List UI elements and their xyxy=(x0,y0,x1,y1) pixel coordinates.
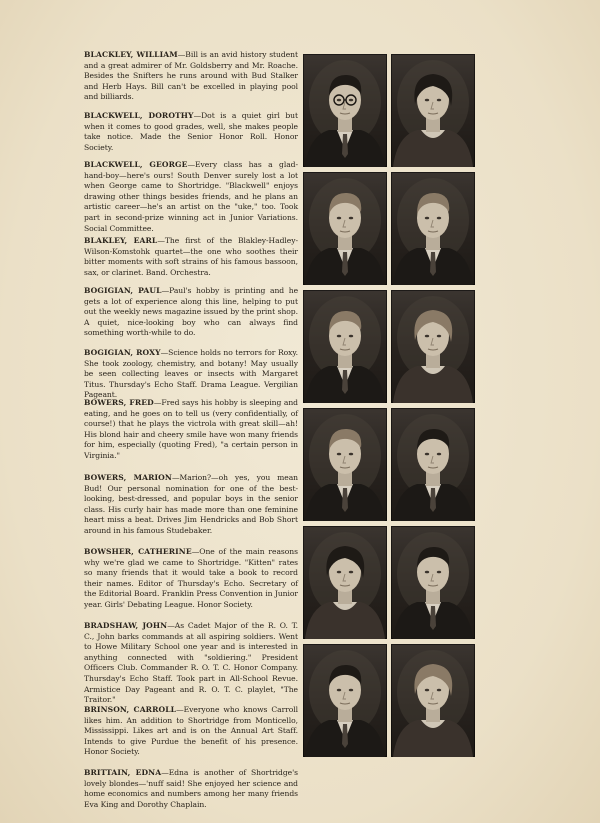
entry-text: —The first of the Blakley-Hadley-Wilson-Komstohk quartet—the one who soothes their bitter moments with soft strains of his famous bassoon, sax, or clarinet. Band. Orchestra. xyxy=(84,236,298,277)
entry-bowers-marion xyxy=(84,473,298,537)
entry-name: BOGIGIAN, ROXY xyxy=(84,348,161,357)
portrait-blackwell-dorothy xyxy=(391,54,475,167)
entry-brinson-carroll xyxy=(84,705,298,758)
entry-name: BLACKLEY, WILLIAM xyxy=(84,50,178,59)
entry-name: BRINSON, CARROLL xyxy=(84,705,177,714)
entry-blackwell-dorothy xyxy=(84,111,298,153)
entry-name: BLACKWELL, DOROTHY xyxy=(84,111,194,120)
portrait-blakley-earl xyxy=(391,172,475,285)
entry-name: BOWSHER, CATHERINE xyxy=(84,547,192,556)
entry-text: —One of the main reasons why we're glad we came to Shortridge. "Kitten" rates so many friends that it would take a book to record their names. Editor of Thursday's Echo. Secretary of the Editorial Board. Franklin Press Convention in Junior year. Girls' Debating League. Honor Society. xyxy=(84,547,298,609)
entry-text: —Science holds no terrors for Roxy. She took zoology, chemistry, and botany! May usually be seen collecting leaves or insects with Margaret Titus. Thursday's Echo Staff. Drama League. Vergilian Pageant. xyxy=(84,348,298,400)
portrait-bowers-marion xyxy=(391,408,475,521)
entry-name: BRITTAIN, EDNA xyxy=(84,768,162,777)
entry-blackley-william xyxy=(84,50,298,103)
portrait-bogigian-paul xyxy=(303,290,387,403)
entry-text: —Marion?—oh yes, you mean Bud! Our personal nomination for one of the best-looking, best-dressed, and popular boys in the senior class. His curly hair has made more than one feminine heart miss a beat. Drives Jim Hendricks and Bob Short around in his famous Studebaker. xyxy=(84,473,299,535)
entry-text: —Edna is another of Shortridge's lovely blondes—'nuff said! She enjoyed her science and home economics and numbers among her many friends Eva King and Dorothy Chaplain. xyxy=(84,768,298,809)
entry-bradshaw-john xyxy=(84,621,298,706)
entry-text: —Every class has a glad-hand-boy—here's ours! South Denver surely lost a lot when George came to Shortridge. "Blackwell" enjoys drawing other things besides friends, and he plans an artistic career—he's an artist on the "uke," too. Took part in second-prize winning act in Junior Variations. Social Committee. xyxy=(84,160,299,233)
entry-brittain-edna xyxy=(84,768,298,810)
portrait-brittain-edna xyxy=(391,644,475,757)
entry-text: —As Cadet Major of the R. O. T. C., John barks commands at all aspiring soldiers. Went to Howe Military School one year and is interested in anything connected with "soldiering." President Officers Club. Commander R. O. T. C. Honor Company. Thursday's Echo Staff. Took part in All-School Revue. Armistice Day Pageant and R. O. T. C. playlet, "The Traitor." xyxy=(84,621,298,705)
entry-name: BLACKWELL, GEORGE xyxy=(84,160,188,169)
entry-bogigian-roxy xyxy=(84,348,298,401)
portrait-brinson-carroll xyxy=(303,644,387,757)
entry-name: BOWERS, MARION xyxy=(84,473,172,482)
portrait-bowsher-catherine xyxy=(303,526,387,639)
entry-bogigian-paul xyxy=(84,286,298,339)
entry-text: —Fred says his hobby is sleeping and eating, and he goes on to tell us (very confidentially, of course!) that he plays the victrola with great skill—ah! His blond hair and cheery smile have won many friends for him, especially (quoting Fred), "a certain person in Virginia." xyxy=(84,398,298,460)
entry-bowers-fred xyxy=(84,398,298,462)
portrait-blackwell-george xyxy=(303,172,387,285)
entry-text: —Paul's hobby is printing and he gets a lot of experience along this line, helping to put out the weekly news magazine issued by the print shop. A quiet, nice-looking boy who can always find something worth-while to do. xyxy=(84,286,299,338)
entry-name: BOGIGIAN, PAUL xyxy=(84,286,162,295)
entry-blakley-earl xyxy=(84,236,298,278)
entry-name: BLAKLEY, EARL xyxy=(84,236,158,245)
entry-name: BOWERS, FRED xyxy=(84,398,154,407)
portrait-bradshaw-john xyxy=(391,526,475,639)
portrait-bowers-fred xyxy=(303,408,387,521)
entry-text: —Everyone who knows Carroll likes him. An addition to Shortridge from Monticello, Mississippi. Likes art and is on the Annual Art Staff. Intends to give Purdue the benefit of his presence. Honor Society. xyxy=(84,705,299,757)
entry-name: BRADSHAW, JOHN xyxy=(84,621,168,630)
entry-bowsher-catherine xyxy=(84,547,298,611)
entry-blackwell-george xyxy=(84,160,298,234)
entry-text: —Bill is an avid history student and a great admirer of Mr. Goldsberry and Mr. Roache. Besides the Snifters he runs around with Bud Stalker and Herb Hays. Bill can't be excelled in playing pool and billiards. xyxy=(84,50,298,102)
portrait-bogigian-roxy xyxy=(391,290,475,403)
portrait-blackley-william xyxy=(303,54,387,167)
entry-text: —Dot is a quiet girl but when it comes to good grades, well, she makes people take notice. Made the Senior Honor Roll. Honor Society. xyxy=(84,111,299,152)
